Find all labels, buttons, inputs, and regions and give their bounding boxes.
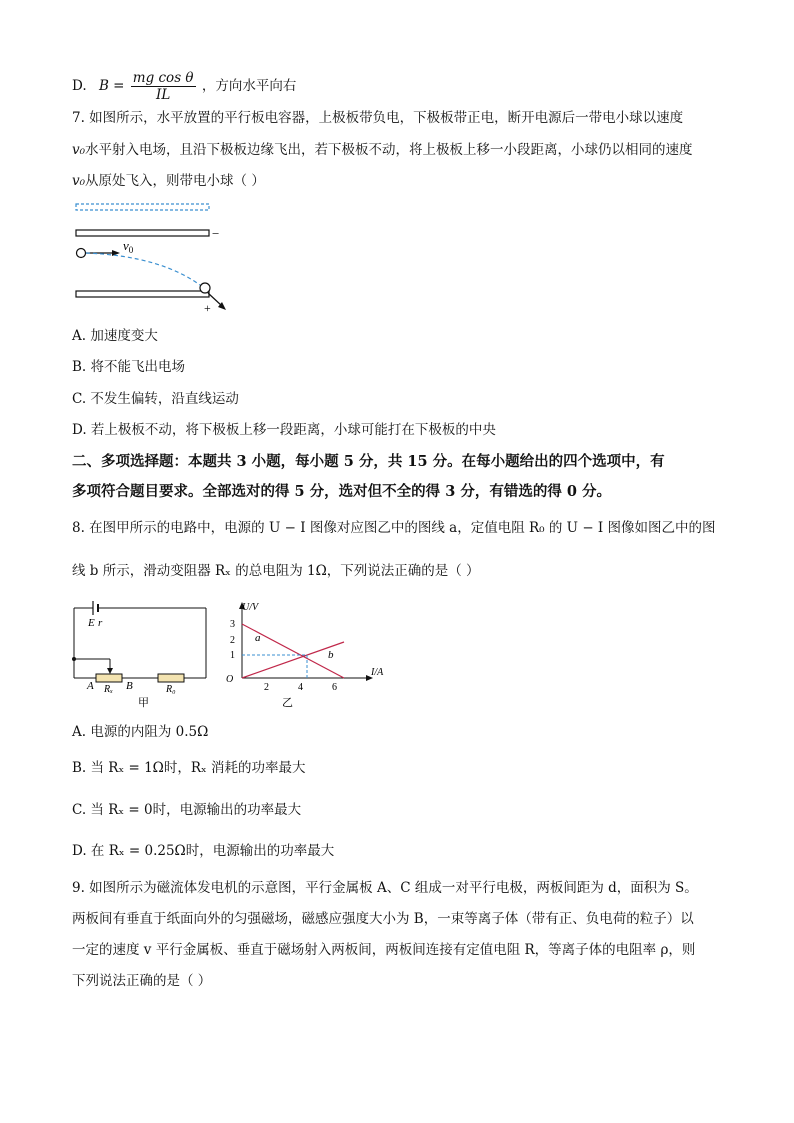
q7-option-b: B. 将不能飞出电场 bbox=[72, 359, 186, 375]
q8-option-b: B. 当 Rₓ = 1Ω时，Rₓ 消耗的功率最大 bbox=[72, 760, 306, 776]
fraction-numerator: mg cos θ bbox=[132, 70, 194, 86]
plus-sign: + bbox=[204, 301, 211, 315]
q9-stem-line-2: 两板间有垂直于纸面向外的匀强磁场，磁感应强度大小为 B，一束等离子体（带有正、负电荷的粒子）以 bbox=[72, 911, 694, 927]
ytick-2: 2 bbox=[230, 635, 235, 646]
upper-plate-new-position bbox=[76, 204, 209, 210]
slider-arrowhead bbox=[107, 668, 113, 674]
q8-option-c: C. 当 Rₓ = 0时，电源输出的功率最大 bbox=[72, 802, 302, 818]
v0-label: $v_0$ bbox=[123, 238, 134, 255]
figure-caption-yi: 乙 bbox=[282, 697, 293, 709]
internal-resistance-label: r bbox=[98, 617, 103, 629]
q6-option-d bbox=[72, 70, 296, 103]
ytick-3: 3 bbox=[230, 619, 235, 630]
q7-v0-symbol: v₀ bbox=[72, 142, 86, 158]
q8-ui-graph bbox=[222, 598, 392, 710]
r0-label: R₀ bbox=[166, 684, 176, 695]
q6-option-d-label: D. bbox=[72, 78, 87, 94]
q7-option-c: C. 不发生偏转，沿直线运动 bbox=[72, 391, 239, 407]
xtick-2: 2 bbox=[264, 682, 269, 693]
upper-plate bbox=[76, 230, 209, 236]
resistor-r0 bbox=[158, 674, 184, 682]
q8-option-a: A. 电源的内阻为 0.5Ω bbox=[72, 724, 209, 740]
ball-start bbox=[77, 249, 86, 258]
fraction-denominator: IL bbox=[156, 87, 171, 103]
figure-caption-jia: 甲 bbox=[138, 697, 149, 708]
q9-stem-line-3: 一定的速度 v 平行金属板、垂直于磁场射入两板间，两板间连接有定值电阻 R，等离子体的电阻率 ρ，则 bbox=[72, 942, 696, 958]
q7-stem-line-2 bbox=[72, 140, 693, 160]
lower-plate bbox=[76, 291, 209, 297]
q7-stem-line-3 bbox=[72, 171, 265, 191]
rx-label: Rₓ bbox=[104, 684, 113, 695]
q7-option-d: D. 若上极板不动，将下极板上移一段距离，小球可能打在下极板的中央 bbox=[72, 422, 496, 438]
q8-stem-line-1: 8. 在图甲所示的电路中，电源的 U − I 图像对应图乙中的图线 a，定值电阻 R₀ 的 U − I 图像如图乙中的图 bbox=[72, 520, 716, 536]
q7-option-a: A. 加速度变大 bbox=[72, 328, 158, 344]
section-2-heading-line-1: 二、多项选择题：本题共 3 小题，每小题 5 分，共 15 分。在每小题给出的四个选项中，有 bbox=[72, 453, 665, 470]
q8-option-d: D. 在 Rₓ = 0.25Ω时，电源输出的功率最大 bbox=[72, 843, 335, 859]
rheostat-rx bbox=[96, 674, 122, 682]
y-axis-label: U/V bbox=[242, 602, 259, 613]
q8-stem-line-2: 线 b 所示，滑动变阻器 Rₓ 的总电阻为 1Ω，下列说法正确的是（ ） bbox=[72, 563, 480, 579]
x-axis-label: I/A bbox=[371, 667, 384, 678]
q7-stem-line-1: 7. 如图所示，水平放置的平行板电容器，上极板带负电，下极板带正电，断开电源后一带电小球以速度 bbox=[72, 110, 684, 126]
q8-circuit-figure bbox=[68, 596, 218, 708]
q6-option-d-tail: ，方向水平向右 bbox=[201, 78, 297, 94]
ball-trajectory bbox=[86, 253, 204, 288]
line-b-label: b bbox=[328, 649, 334, 661]
q7-stem-line-3-text: 从原处飞入，则带电小球（ ） bbox=[85, 173, 265, 189]
terminal-a-label: A bbox=[87, 680, 94, 692]
q9-stem-line-4: 下列说法正确的是（ ） bbox=[72, 973, 212, 989]
ytick-1: 1 bbox=[230, 650, 235, 661]
q7-stem-line-2-text: 水平射入电场，且沿下极板边缘飞出，若下极板不动，将上极板上移一小段距离，小球仍以相同的速度 bbox=[85, 142, 693, 158]
section-2-heading-line-2: 多项符合题目要求。全部选对的得 5 分，选对但不全的得 3 分，有错选的得 0 分。 bbox=[72, 483, 612, 500]
xtick-6: 6 bbox=[332, 682, 337, 693]
q9-stem-line-1: 9. 如图所示为磁流体发电机的示意图，平行金属板 A、C 组成一对平行电极，两板间距为 d，面积为 S。 bbox=[72, 880, 698, 896]
q7-v0-symbol-2: v₀ bbox=[72, 173, 86, 189]
q6-option-d-fraction bbox=[131, 70, 196, 103]
minus-sign: − bbox=[212, 226, 220, 241]
line-a-label: a bbox=[255, 632, 261, 644]
terminal-b-label: B bbox=[126, 680, 133, 692]
q7-capacitor-figure bbox=[68, 198, 238, 318]
q6-option-d-lhs: B = bbox=[98, 78, 125, 94]
xtick-4: 4 bbox=[298, 682, 303, 693]
origin-label: O bbox=[226, 674, 234, 685]
emf-label: E bbox=[88, 617, 95, 629]
ball-end bbox=[200, 283, 210, 293]
